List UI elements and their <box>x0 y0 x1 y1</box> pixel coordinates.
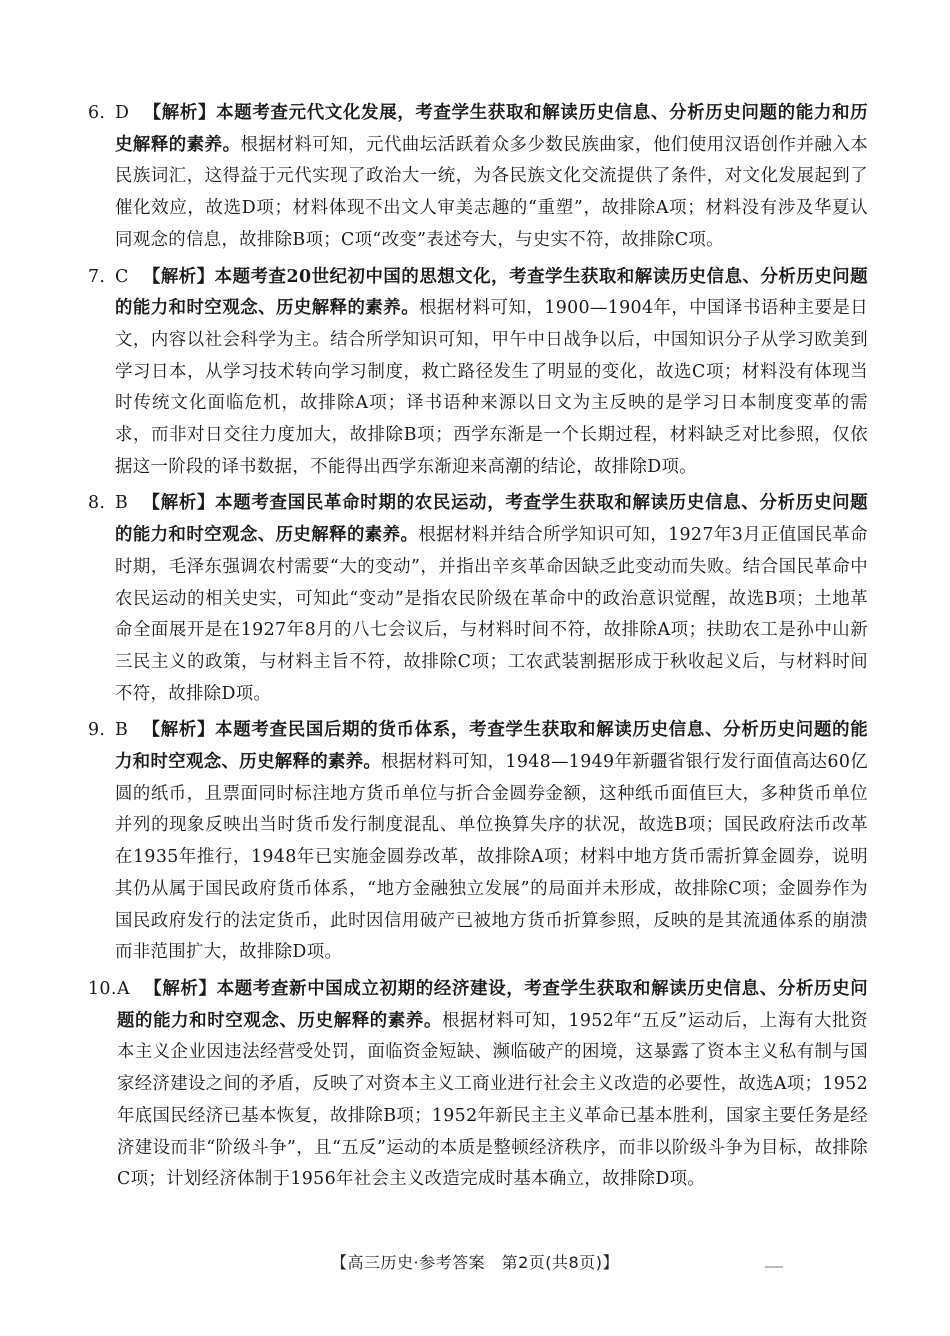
analysis-body: 根据材料可知，元代曲坛活跃着众多少数民族曲家，他们使用汉语创作并融入本民族词汇，这得益于元代实现了政治大一统，为各民族文化交流提供了条件，对文化发展起到了催化效应，故选D项；材料体现不出文人审美志趣的“重塑”，故排除A项；材料没有涉及华夏认同观念的信息，故排除B项；C项“改变”表述夸大，与史实不符，故排除C项。 <box>115 134 868 250</box>
answer-letter: C <box>115 266 129 287</box>
answer-letter: B <box>115 720 129 741</box>
analysis-heading: 【解析】本题考查20世纪初中国的思想文化，考查学生获取和解读历史信息、分析历史问题的能力和时空观念、历史解释的素养。 <box>115 266 868 319</box>
question-number: 10. <box>88 978 117 999</box>
answer-list <box>88 98 868 1201</box>
question-number: 6. <box>88 103 106 123</box>
answer-item-8 <box>88 488 868 710</box>
scan-mark <box>765 1266 783 1268</box>
question-number: 8. <box>88 493 106 514</box>
analysis-heading: 【解析】本题考查新中国成立初期的经济建设，考查学生获取和解读历史信息、分析历史问题的能力和时空观念、历史解释的素养。 <box>117 978 868 1031</box>
analysis-heading: 【解析】本题考查民国后期的货币体系，考查学生获取和解读历史信息、分析历史问题的能力和时空观念、历史解释的素养。 <box>115 720 868 773</box>
answer-letter: B <box>115 493 129 514</box>
analysis-heading: 【解析】本题考查国民革命时期的农民运动，考查学生获取和解读历史信息、分析历史问题的能力和时空观念、历史解释的素养。 <box>115 493 868 546</box>
answer-item-9 <box>88 715 868 969</box>
page-footer: 【高三历史·参考答案 第2页(共8页)】 <box>331 1253 619 1272</box>
answer-item-6 <box>88 98 868 257</box>
answer-item-7 <box>88 262 868 484</box>
analysis-body: 根据材料可知，1952年“五反”运动后，上海有大批资本主义企业因违法经营受处罚，面临资金短缺、濒临破产的困境，这暴露了资本主义私有制与国家经济建设之间的矛盾，反映了对资本主义工商业进行社会主义改造的必要性，故选A项；1952年底国民经济已基本恢复，故排除B项；1952年新民主主义革命已基本胜利，国家主要任务是经济建设而非“阶级斗争”，且“五反”运动的本质是整顿经济秩序，而非以阶级斗争为目标，故排除C项；计划经济体制于1956年社会主义改造完成时基本确立，故排除D项。 <box>117 1010 868 1190</box>
answer-letter: A <box>117 978 130 999</box>
question-number: 7. <box>88 266 106 287</box>
answer-item-10 <box>88 974 868 1196</box>
analysis-body: 根据材料可知，1948—1949年新疆省银行发行面值高达60亿圆的纸币，且票面同时标注地方货币单位与折合金圆券金额，这种纸币面值巨大，多种货币单位并列的现象反映出当时货币发行制度混乱、单位换算失序的状况，故选B项；国民政府法币改革在1935年推行，1948年已实施金圆券改革，故排除A项；材料中地方货币需折算金圆券，说明其仍从属于国民政府货币体系，“地方金融独立发展”的局面并未形成，故排除C项；金圆券作为国民政府发行的法定货币，此时因信用破产已被地方货币折算参照，反映的是其流通体系的崩溃而非范围扩大，故排除D项。 <box>115 752 868 963</box>
analysis-heading: 【解析】本题考查元代文化发展，考查学生获取和解读历史信息、分析历史问题的能力和历史解释的素养。 <box>115 103 868 155</box>
analysis-body: 根据材料并结合所学知识可知，1927年3月正值国民革命时期，毛泽东强调农村需要“大的变动”，并指出辛亥革命因缺乏此变动而失败。结合国民革命中农民运动的相关史实，可知此“变动”是指农民阶级在革命中的政治意识觉醒，故选B项；土地革命全面展开是在1927年8月的八七会议后，与材料时间不符，故排除A项；扶助农工是孙中山新三民主义的政策，与材料主旨不符，故排除C项；工农武装割据形成于秋收起义后，与材料时间不符，故排除D项。 <box>115 525 868 704</box>
question-number: 9. <box>88 720 106 741</box>
analysis-body: 根据材料可知，1900—1904年，中国译书语种主要是日文，内容以社会科学为主。结合所学知识可知，甲午中日战争以后，中国知识分子从学习欧美到学习日本，从学习技术转向学习制度，救亡路径发生了明显的变化，故选C项；材料没有体现当时传统文化面临危机，故排除A项；译书语种来源以日文为主反映的是学习日本制度变革的需求，而非对日交往力度加大，故排除B项；西学东渐是一个长期过程，材料缺乏对比参照，仅依据这一阶段的译书数据，不能得出西学东渐迎来高潮的结论，故排除D项。 <box>115 298 869 477</box>
answer-letter: D <box>115 103 130 123</box>
